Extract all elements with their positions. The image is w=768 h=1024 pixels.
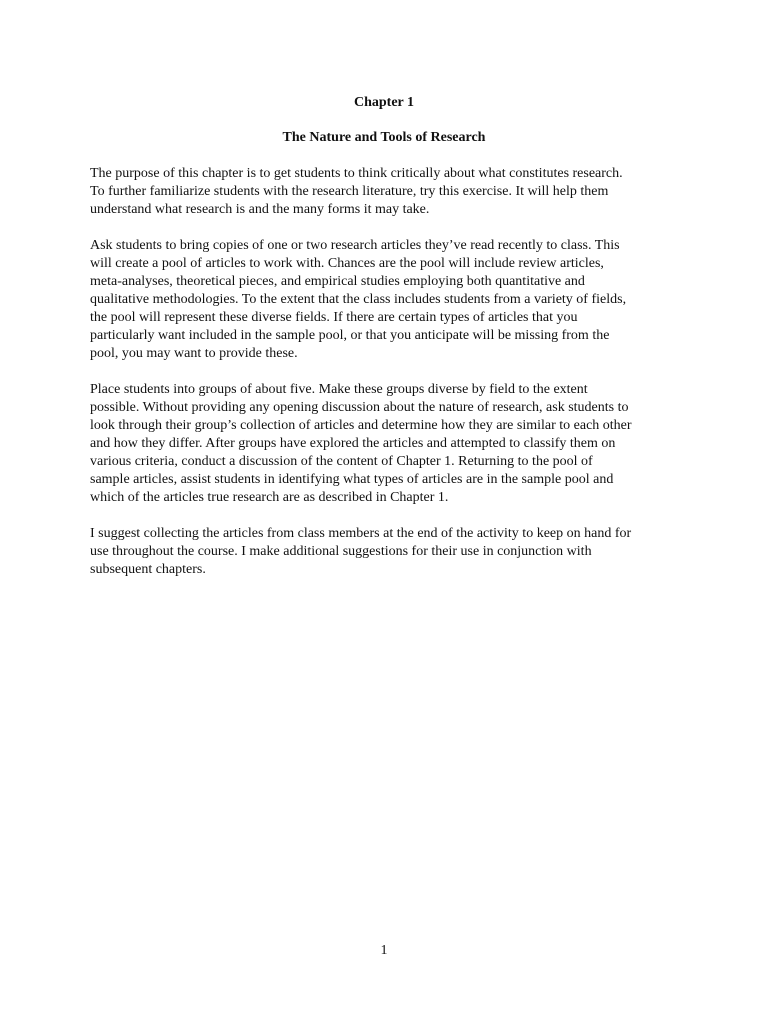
chapter-label: Chapter 1 [353,95,415,110]
chapter-title: The Nature and Tools of Research [282,130,486,145]
paragraph-intro: The purpose of this chapter is to get students to think critically about what constitutes research. To further familiarize students with the research literature, try this exercise. It will help them understand what research is and the many forms it may take. [90,166,623,217]
paragraph-articles: Ask students to bring copies of one or two research articles they’ve read recently to class. This will create a pool of articles to work with. Chances are the pool will include review articles, meta-analyses, theoretical pieces, and empirical studies employing both quantitative and qualitative methodologies. To the extent that the class includes students from a variety of fields, the pool will represent these diverse fields. If there are certain types of articles that you particularly want included in the sample pool, or that you anticipate will be missing from the pool, you may want to provide these. [90,238,627,361]
body-text [90,165,680,597]
paragraph-groups: Place students into groups of about five. Make these groups diverse by field to the extent possible. Without providing any opening discussion about the nature of research, ask students to look through their group’s collection of articles and determine how they are similar to each other and how they differ. After groups have explored the articles and attempted to classify them on various criteria, conduct a discussion of the content of Chapter 1. Returning to the pool of sample articles, assist students in identifying what types of articles are in the sample pool and which of the articles true research are as described in Chapter 1. [90,382,632,505]
paragraph-suggestion: I suggest collecting the articles from class members at the end of the activity to keep on hand for use throughout the course. I make additional suggestions for their use in conjunction with subsequent chapters. [90,526,632,577]
page-number: 1 [380,943,388,958]
